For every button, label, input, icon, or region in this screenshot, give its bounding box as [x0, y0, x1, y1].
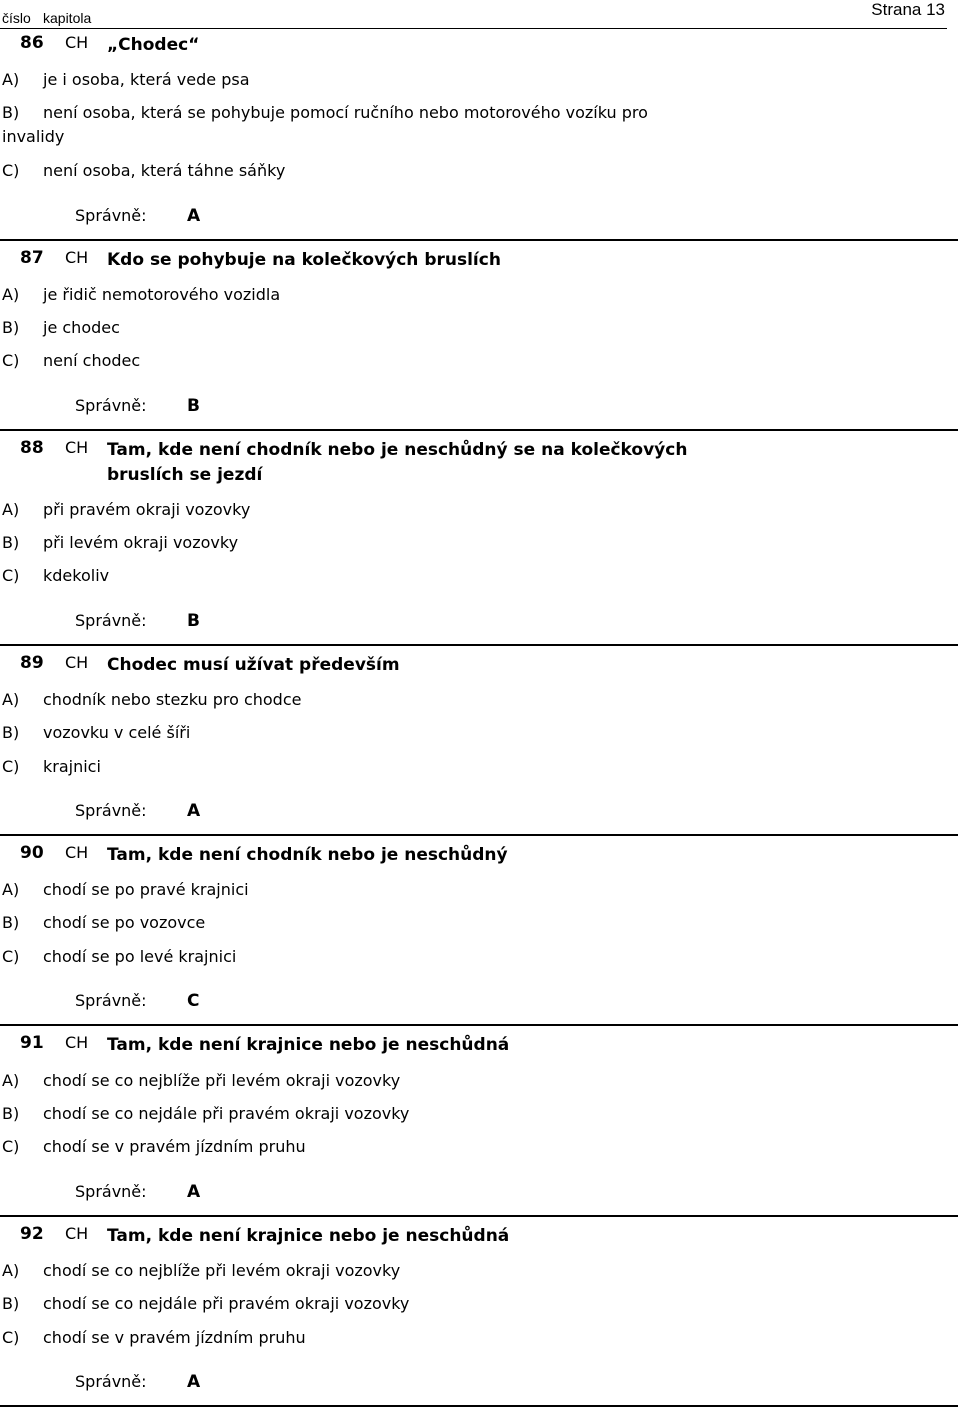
option-letter: C): [2, 1137, 20, 1156]
answer-value: A: [187, 1372, 201, 1392]
option-text: chodí se po vozovce: [43, 913, 206, 932]
option-text: krajnici: [43, 757, 101, 776]
option-text: chodí se co nejblíže při levém okraji vozovky: [43, 1261, 401, 1280]
option-text: chodí se co nejdále při pravém okraji vozovky: [43, 1104, 410, 1123]
option-letter: B): [2, 318, 20, 337]
option-a: [0, 498, 690, 522]
question-number: 87: [20, 248, 44, 268]
answer-label: Správně:: [75, 611, 147, 630]
option-letter: B): [2, 913, 20, 932]
option-text: je řidič nemotorového vozidla: [43, 285, 281, 304]
question-number: 92: [20, 1224, 44, 1244]
option-text: chodník nebo stezku pro chodce: [43, 690, 302, 709]
option-c: [0, 349, 690, 373]
option-letter: A): [2, 285, 20, 304]
question-separator: [0, 429, 958, 431]
option-a: [0, 68, 690, 92]
answer-label: Správně:: [75, 206, 147, 225]
option-letter: B): [2, 1294, 20, 1313]
answer-label: Správně:: [75, 1372, 147, 1391]
option-letter: B): [2, 1104, 20, 1123]
option-letter: C): [2, 566, 20, 585]
option-text: je i osoba, která vede psa: [43, 70, 250, 89]
question-category: CH: [65, 438, 89, 457]
question-text: „Chodec“: [107, 35, 200, 55]
option-c: [0, 945, 690, 969]
option-c: [0, 1326, 690, 1350]
option-text: chodí se co nejdále při pravém okraji vozovky: [43, 1294, 410, 1313]
question-separator: [0, 644, 958, 646]
answer-label: Správně:: [75, 396, 147, 415]
question-category: CH: [65, 248, 89, 267]
header-number-label: číslo: [2, 10, 31, 26]
page-number: Strana 13: [871, 0, 945, 19]
option-c: [0, 564, 690, 588]
question-number: 90: [20, 843, 44, 863]
option-b: [0, 316, 690, 340]
question-separator: [0, 239, 958, 241]
option-text: chodí se po levé krajnici: [43, 947, 237, 966]
answer-value: A: [187, 206, 201, 226]
option-b: [0, 721, 690, 745]
option-letter: A): [2, 1261, 20, 1280]
option-text: není chodec: [43, 351, 141, 370]
answer-value: B: [187, 396, 200, 416]
option-text: chodí se co nejblíže při levém okraji vozovky: [43, 1071, 401, 1090]
option-text: chodí se v pravém jízdním pruhu: [43, 1137, 306, 1156]
option-text: je chodec: [43, 318, 120, 337]
option-a: [0, 1069, 690, 1093]
question-text: Kdo se pohybuje na kolečkových bruslích: [107, 250, 501, 270]
option-b: [0, 911, 690, 935]
question-number: 86: [20, 33, 44, 53]
question-separator: [0, 1405, 958, 1407]
question-number: 89: [20, 653, 44, 673]
option-letter: A): [2, 500, 20, 519]
answer-label: Správně:: [75, 1182, 147, 1201]
answer-label: Správně:: [75, 991, 147, 1010]
option-text: vozovku v celé šíři: [43, 723, 191, 742]
question-text: Tam, kde není krajnice nebo je neschůdná: [107, 1226, 510, 1246]
option-letter: A): [2, 1071, 20, 1090]
option-b: [0, 531, 690, 555]
option-b-continuation: [0, 125, 690, 149]
option-c: [0, 1135, 690, 1159]
header-chapter-label: kapitola: [43, 10, 92, 26]
question-text: Tam, kde není krajnice nebo je neschůdná: [107, 1035, 510, 1055]
question-category: CH: [65, 653, 89, 672]
option-text: není osoba, která se pohybuje pomocí ručního nebo motorového vozíku pro: [43, 103, 648, 122]
option-a: [0, 878, 690, 902]
option-text: při levém okraji vozovky: [43, 533, 239, 552]
option-text: chodí se v pravém jízdním pruhu: [43, 1328, 306, 1347]
question-number: 88: [20, 438, 44, 458]
question-separator: [0, 1215, 958, 1217]
option-a: [0, 283, 690, 307]
option-b: [0, 1102, 690, 1126]
question-separator: [0, 1024, 958, 1026]
option-b: [0, 1292, 690, 1316]
option-a: [0, 688, 690, 712]
question-number: 91: [20, 1033, 44, 1053]
answer-value: A: [187, 801, 201, 821]
option-letter: C): [2, 757, 20, 776]
option-text-continuation: invalidy: [2, 127, 65, 146]
option-letter: C): [2, 947, 20, 966]
option-letter: A): [2, 70, 20, 89]
option-letter: A): [2, 690, 20, 709]
option-text: kdekoliv: [43, 566, 110, 585]
question-category: CH: [65, 33, 89, 52]
option-letter: A): [2, 880, 20, 899]
option-c: [0, 755, 690, 779]
option-b: [0, 101, 690, 125]
option-letter: C): [2, 1328, 20, 1347]
option-text: není osoba, která táhne sáňky: [43, 161, 286, 180]
option-text: chodí se po pravé krajnici: [43, 880, 249, 899]
option-letter: C): [2, 351, 20, 370]
option-a: [0, 1259, 690, 1283]
question-text: Tam, kde není chodník nebo je neschůdný se na kolečkových bruslích se jezdí: [107, 440, 688, 485]
page-header: [0, 0, 947, 29]
answer-value: B: [187, 611, 200, 631]
answer-value: C: [187, 991, 200, 1011]
question-category: CH: [65, 843, 89, 862]
option-letter: B): [2, 103, 20, 122]
answer-value: A: [187, 1182, 201, 1202]
question-text: Tam, kde není chodník nebo je neschůdný: [107, 845, 508, 865]
question-category: CH: [65, 1033, 89, 1052]
option-letter: C): [2, 161, 20, 180]
question-separator: [0, 834, 958, 836]
option-c: [0, 159, 690, 183]
question-text: Chodec musí užívat především: [107, 655, 400, 675]
question-category: CH: [65, 1224, 89, 1243]
option-letter: B): [2, 723, 20, 742]
option-letter: B): [2, 533, 20, 552]
answer-label: Správně:: [75, 801, 147, 820]
option-text: při pravém okraji vozovky: [43, 500, 251, 519]
